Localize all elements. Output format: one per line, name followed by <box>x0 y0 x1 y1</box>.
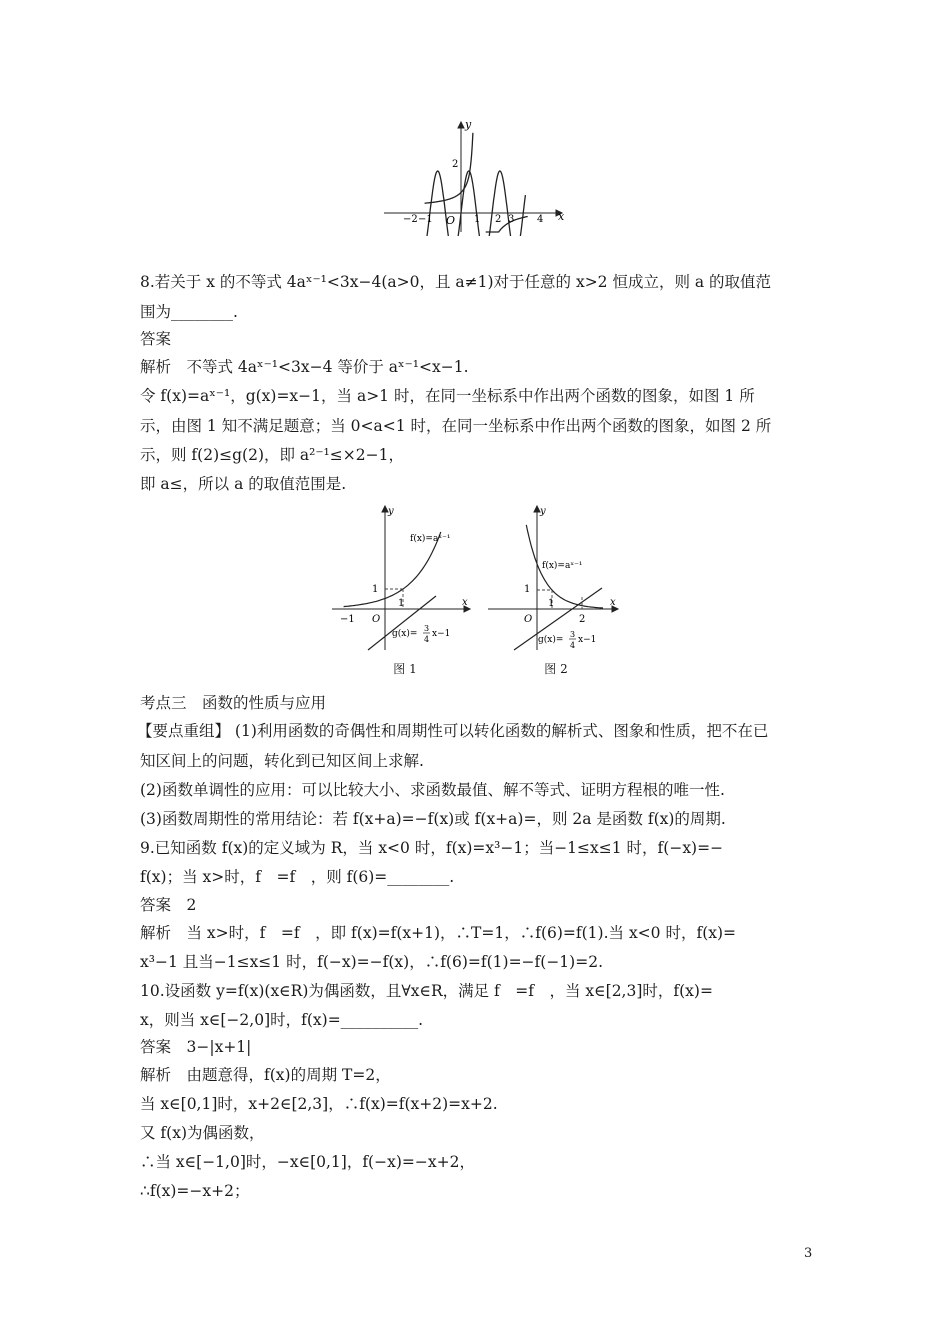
q10-solution-line3: 又 f(x)为偶函数， <box>140 1124 265 1142</box>
section3-title: 考点三 函数的性质与应用 <box>140 694 327 712</box>
figure1-tick-1x: 1 <box>398 598 405 609</box>
figure2-graph <box>484 502 624 652</box>
q10-solution-line1: 解析 由题意得，f(x)的周期 T=2， <box>140 1066 391 1084</box>
figure1-g-tail: x−1 <box>432 629 451 639</box>
top-graph-wave-curve <box>425 171 526 236</box>
q9-stem-line2: f(x)；当 x>时，f =f ，则 f(6)=________. <box>140 868 455 886</box>
figure1-tick-neg1: −1 <box>340 614 355 625</box>
q9-solution-line1: 解析 当 x>时，f =f ，即 f(x)=f(x+1)，∴T=1，∴f(6)=f(1).当 x<0 时，f(x)= <box>140 924 737 942</box>
figure2-tick-2x: 2 <box>579 614 586 625</box>
q8-solution-line5: 即 a≤，所以 a 的取值范围是. <box>140 475 347 493</box>
figure1-x-label: x <box>462 597 468 608</box>
figure1-y-label: y <box>388 506 394 517</box>
q9-stem-line1: 9.已知函数 f(x)的定义域为 R，当 x<0 时，f(x)=x³−1；当−1≤x≤1 时，f(−x)=− <box>140 839 724 857</box>
q8-solution-line3: 示，由图 1 知不满足题意；当 0<a<1 时，在同一坐标系中作出两个函数的图象，如图 2 所 <box>140 417 772 435</box>
figure1-f-label: f(x)=aˣ⁻¹ <box>410 534 451 544</box>
figure1-graph <box>328 502 478 652</box>
q9-answer: 答案 2 <box>140 896 197 914</box>
figure2-x-label: x <box>610 597 616 608</box>
figure1-g-label-left: g(x)= <box>392 629 418 639</box>
figure1-g-numerator: 3 <box>424 624 430 633</box>
top-graph-x-tick: 3 <box>508 214 515 225</box>
top-graph-y-tick: 2 <box>452 159 459 170</box>
page-number: 3 <box>804 1246 813 1261</box>
q8-stem-line1: 8.若关于 x 的不等式 4aˣ⁻¹<3x−4(a>0，且 a≠1)对于任意的 x>2 恒成立，则 a 的取值范 <box>140 273 772 291</box>
top-graph-figure <box>380 118 570 236</box>
q8-answer: 答案 <box>140 330 172 348</box>
top-graph-x-tick: −2 <box>403 214 418 225</box>
figure1-g-denominator: 4 <box>424 635 430 644</box>
section3-key-point-2: (2)函数单调性的应用：可以比较大小、求函数最值、解不等式、证明方程根的唯一性. <box>140 781 725 799</box>
figure2-g-label-left: g(x)= <box>538 635 564 645</box>
section3-key-point-1-cont: 知区间上的问题，转化到已知区间上求解. <box>140 752 424 770</box>
figure1-tick-1y: 1 <box>372 584 379 595</box>
figure1-caption: 图 1 <box>393 662 417 676</box>
figure2-origin-label: O <box>524 614 533 625</box>
q8-solution-line1: 解析 不等式 4aˣ⁻¹<3x−4 等价于 aˣ⁻¹<x−1. <box>140 358 469 376</box>
q10-solution-line2: 当 x∈[0,1]时，x+2∈[2,3]，∴f(x)=f(x+2)=x+2. <box>140 1095 498 1113</box>
figure2-g-tail: x−1 <box>578 635 597 645</box>
q10-answer: 答案 3−|x+1| <box>140 1038 252 1056</box>
q8-stem-line2: 围为________. <box>140 303 238 321</box>
top-graph-origin-label: O <box>446 214 456 227</box>
section3-key-point-1: 【要点重组】 (1)利用函数的奇偶性和周期性可以转化函数的解析式、图象和性质，把不在已 <box>137 722 769 740</box>
figure2-g-numerator: 3 <box>570 630 576 639</box>
figure2-y-label: y <box>540 506 546 517</box>
figure2-f-label: f(x)=aˣ⁻¹ <box>542 561 583 571</box>
figure1-origin-label: O <box>372 614 381 625</box>
top-graph-y-label: y <box>465 118 472 131</box>
figure2-caption: 图 2 <box>544 662 568 676</box>
figure2-g-denominator: 4 <box>570 641 576 650</box>
figure2-tick-1x: 1 <box>548 598 555 609</box>
figure2-tick-1y: 1 <box>524 584 531 595</box>
top-graph-x-tick: 2 <box>495 214 502 225</box>
q8-solution-line2: 令 f(x)=aˣ⁻¹，g(x)=x−1，当 a>1 时，在同一坐标系中作出两个函数的图象，如图 1 所 <box>140 387 755 405</box>
top-graph-x-tick: −1 <box>418 214 433 225</box>
q10-stem-line1: 10.设函数 y=f(x)(x∈R)为偶函数，且∀x∈R，满足 f =f ，当 x∈[2,3]时，f(x)= <box>140 982 713 1000</box>
q10-solution-line4: ∴当 x∈[−1,0]时，−x∈[0,1]，f(−x)=−x+2， <box>140 1153 475 1171</box>
top-graph-x-label: x <box>558 210 565 223</box>
q9-solution-line2: x³−1 且当−1≤x≤1 时，f(−x)=−f(x)，∴f(6)=f(1)=−f(−1)=2. <box>140 953 603 971</box>
section3-key-point-3: (3)函数周期性的常用结论：若 f(x+a)=−f(x)或 f(x+a)=，则 2a 是函数 f(x)的周期. <box>140 810 726 828</box>
top-graph-x-tick: 1 <box>474 214 481 225</box>
q10-solution-line5: ∴f(x)=−x+2； <box>140 1182 250 1200</box>
top-graph-x-tick: 4 <box>537 214 544 225</box>
q10-stem-line2: x，则当 x∈[−2,0]时，f(x)=__________. <box>140 1011 424 1029</box>
q8-solution-line4: 示，则 f(2)≤g(2)，即 a²⁻¹≤×2−1， <box>140 446 404 464</box>
